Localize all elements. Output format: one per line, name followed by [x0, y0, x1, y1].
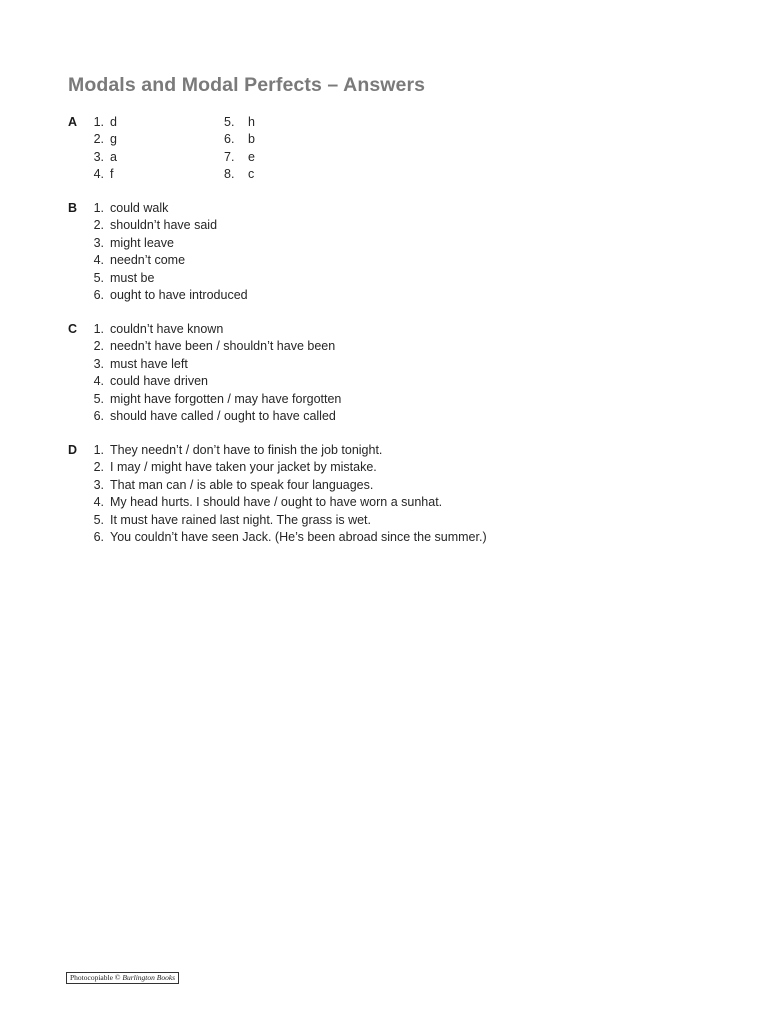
item-answer: shouldn’t have said	[110, 218, 218, 233]
item-answer: needn’t come	[110, 253, 186, 268]
item-number: 5.	[93, 391, 104, 406]
answer-row	[68, 494, 708, 511]
item-answer: My head hurts. I should have / ought to have worn a sunhat.	[110, 495, 443, 510]
answer-row	[68, 270, 708, 287]
item-answer: They needn’t / don’t have to finish the job tonight.	[110, 443, 383, 457]
item-answer: ought to have introduced	[110, 287, 248, 302]
item-answer: f	[110, 167, 114, 182]
item-answer: h	[248, 115, 255, 129]
copyright-footer	[66, 972, 179, 984]
item-number: 4.	[93, 495, 104, 510]
section-c	[68, 321, 708, 425]
item-number: 1.	[93, 115, 104, 129]
answer-row	[68, 114, 708, 131]
item-number: 3.	[93, 356, 104, 371]
answer-row	[68, 529, 708, 546]
item-number: 1.	[93, 201, 104, 215]
item-answer: could have driven	[110, 374, 208, 389]
item-answer: couldn’t have known	[110, 322, 224, 336]
item-number: 5.	[93, 270, 104, 285]
item-answer: I may / might have taken your jacket by mistake.	[110, 460, 377, 475]
answer-row	[68, 477, 708, 494]
item-number: 6.	[93, 287, 104, 302]
item-number: 4.	[93, 253, 104, 268]
section-b	[68, 200, 708, 304]
item-answer: e	[248, 149, 255, 164]
copyright-prefix: Photocopiable ©	[70, 973, 123, 982]
item-answer: d	[110, 115, 117, 129]
answer-row	[68, 408, 708, 425]
item-number: 3.	[93, 235, 104, 250]
item-number: 2.	[93, 218, 104, 233]
item-number: 5.	[224, 115, 235, 129]
item-answer: g	[110, 132, 117, 147]
item-number: 4.	[93, 167, 104, 182]
answer-row	[68, 149, 708, 166]
item-answer: might have forgotten / may have forgotten	[110, 391, 342, 406]
item-number: 8.	[224, 167, 235, 182]
item-number: 3.	[93, 477, 104, 492]
answer-row	[68, 200, 708, 217]
item-number: 2.	[93, 339, 104, 354]
item-number: 5.	[93, 512, 104, 527]
item-number: 1.	[93, 322, 104, 336]
item-number: 2.	[93, 132, 104, 147]
section-letter: D	[68, 443, 78, 457]
page-title: Modals and Modal Perfects – Answers	[68, 74, 426, 96]
answer-row	[68, 442, 708, 459]
item-answer: a	[110, 149, 117, 164]
answer-row	[68, 287, 708, 304]
section-letter: C	[68, 322, 78, 336]
section-letter: B	[68, 201, 78, 215]
answer-row	[68, 217, 708, 234]
answer-row	[68, 321, 708, 338]
item-number: 4.	[93, 374, 104, 389]
publisher-name: Burlington Books	[122, 973, 176, 982]
answer-row	[68, 166, 708, 183]
answer-row	[68, 512, 708, 529]
answer-row	[68, 459, 708, 476]
answer-row	[68, 338, 708, 355]
section-d	[68, 442, 708, 546]
item-answer: must be	[110, 270, 155, 285]
item-answer: b	[248, 132, 255, 147]
item-answer: needn’t have been / shouldn’t have been	[110, 339, 336, 354]
item-number: 7.	[224, 149, 235, 164]
answer-row	[68, 252, 708, 269]
answer-row	[68, 235, 708, 252]
item-answer: might leave	[110, 235, 174, 250]
item-number: 1.	[93, 443, 104, 457]
answer-row	[68, 356, 708, 373]
item-answer: It must have rained last night. The grass is wet.	[110, 512, 372, 527]
item-number: 6.	[93, 408, 104, 423]
item-answer: should have called / ought to have called	[110, 408, 336, 423]
item-answer: must have left	[110, 356, 188, 371]
item-answer: c	[248, 167, 255, 182]
item-number: 3.	[93, 149, 104, 164]
answer-row	[68, 131, 708, 148]
answer-row	[68, 373, 708, 390]
item-number: 2.	[93, 460, 104, 475]
item-number: 6.	[93, 529, 104, 544]
answer-row	[68, 391, 708, 408]
item-answer: could walk	[110, 201, 169, 215]
item-answer: You couldn’t have seen Jack. (He’s been abroad since the summer.)	[110, 529, 487, 544]
item-answer: That man can / is able to speak four languages.	[110, 477, 374, 492]
section-letter: A	[68, 115, 78, 129]
item-number: 6.	[224, 132, 235, 147]
section-a	[68, 114, 708, 184]
